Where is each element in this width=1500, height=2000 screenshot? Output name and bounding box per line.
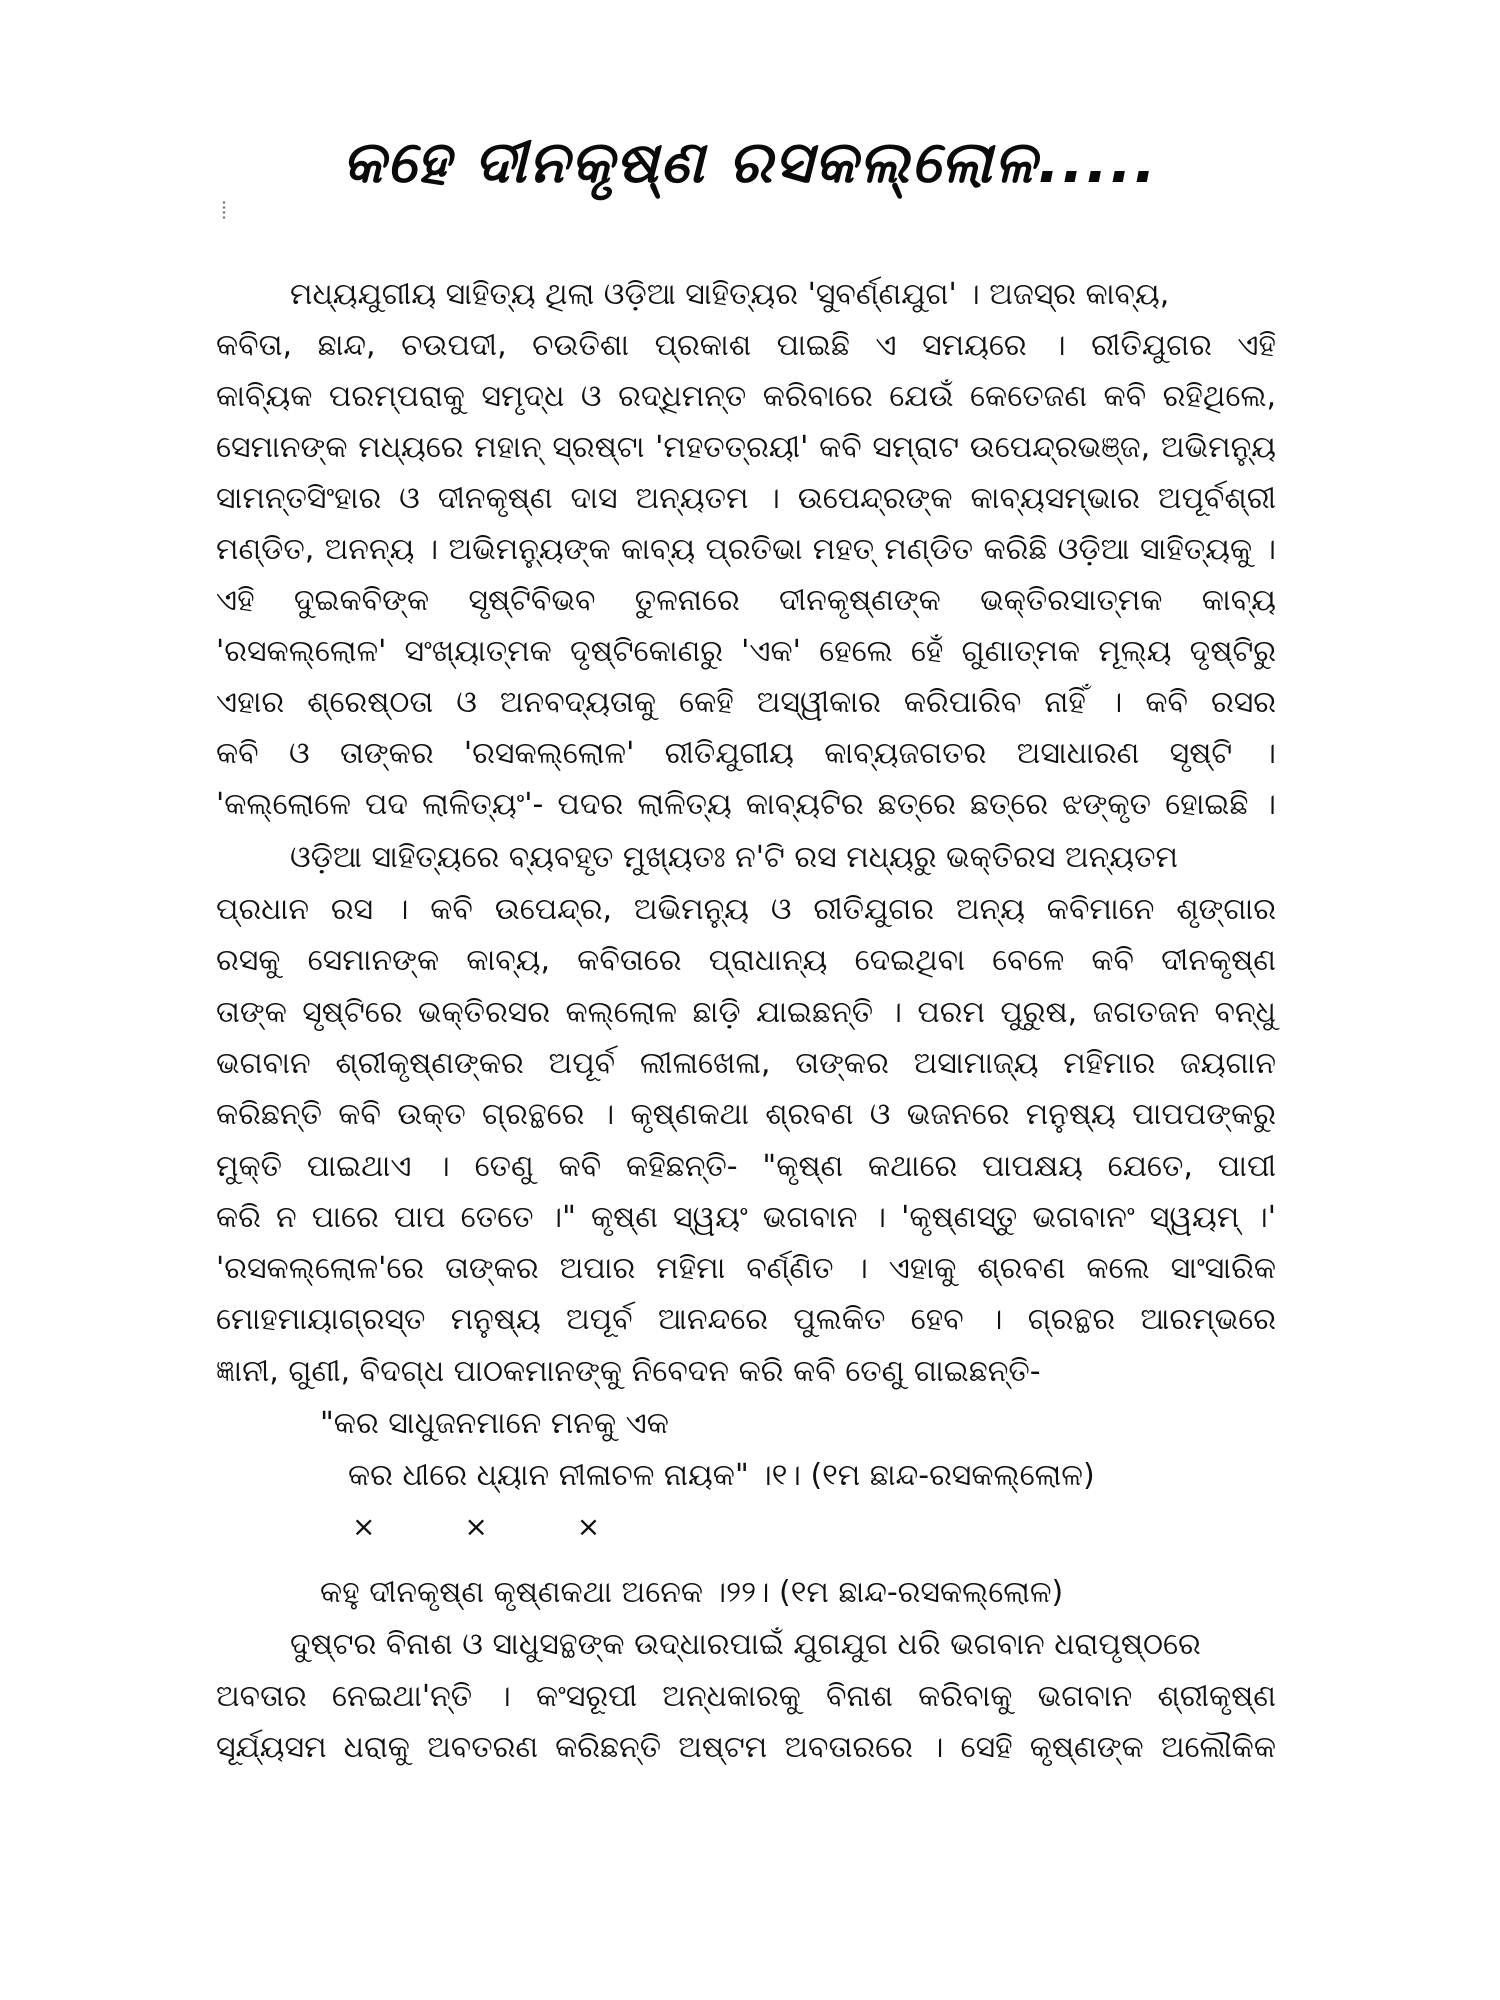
paragraph-line: ରସକୁ ସେମାନଙ୍କ କାବ୍ୟ, କବିତାରେ ପ୍ରାଧାନ୍ୟ ଦେଇଥିବା ବେଳେ କବି ଦୀନକୃଷ୍ଣ (216, 943, 1276, 978)
paragraph-line: ମୁକ୍ତି ପାଇଥାଏ । ତେଣୁ କବି କହିଛନ୍ତି- "କୃଷ୍ଣ କଥାରେ ପାପକ୍ଷୟ ଯେତେ, ପାପୀ (216, 1149, 1276, 1184)
paragraph-line: ଦୁଷ୍ଟର ବିନାଶ ଓ ସାଧୁସନ୍ଥଙ୍କ ଉଦ୍ଧାରପାଇଁ ଯୁଗଯୁଗ ଧରି ଭଗବାନ ଧରାପୃଷ୍ଠରେ (290, 1627, 1201, 1662)
paragraph-line: ଏହି ଦୁଇକବିଙ୍କ ସୃଷ୍ଟିବିଭବ ତୁଳନାରେ ଦୀନକୃଷ୍ଣଙ୍କ ଭକ୍ତିରସାତ୍ମକ କାବ୍ୟ (216, 583, 1276, 618)
verse-line: କହୁ ଦୀନକୃଷ୍ଣ କୃଷ୍ଣକଥା ଅନେକ ।୨୨। (୧ମ ଛାନ୍ଦ-ରସକଲ୍ଲୋଳ) (320, 1575, 1064, 1610)
paragraph-line: କରି ନ ପାରେ ପାପ ତେତେ ।" କୃଷ୍ଣ ସ୍ୱୟଂ ଭଗବାନ । 'କୃଷ୍ଣସ୍ତୁ ଭଗବାନଂ ସ୍ୱୟମ୍ ।' (216, 1200, 1276, 1235)
paragraph-line: କରିଛନ୍ତି କବି ଉକ୍ତ ଗ୍ରନ୍ଥରେ । କୃଷ୍ଣକଥା ଶ୍ରବଣ ଓ ଭଜନରେ ମନୁଷ୍ୟ ପାପପଙ୍କରୁ (216, 1097, 1276, 1132)
paragraph-line: ସୂର୍ଯ୍ୟସମ ଧରାକୁ ଅବତରଣ କରିଛନ୍ତି ଅଷ୍ଟମ ଅବତାରରେ । ସେହି କୃଷ୍ଣଙ୍କ ଅଲୌକିକ (216, 1730, 1276, 1765)
paragraph-line: 'ରସକଲ୍ଲୋଳ'ରେ ତାଙ୍କର ଅପାର ମହିମା ବର୍ଣ୍ଣିତ । ଏହାକୁ ଶ୍ରବଣ କଲେ ସାଂସାରିକ (216, 1251, 1276, 1286)
paragraph-line: କବି ଓ ତାଙ୍କର 'ରସକଲ୍ଲୋଳ' ରୀତିଯୁଗୀୟ କାବ୍ୟଜଗତର ଅସାଧାରଣ ସୃଷ୍ଟି । (216, 736, 1276, 771)
paragraph-line: କବିତା, ଛାନ୍ଦ, ଚଉପଦୀ, ଚଉତିଶା ପ୍ରକାଶ ପାଇଛି ଏ ସମୟରେ । ରୀତିଯୁଗର ଏହି (216, 328, 1276, 363)
paragraph-line: 'ରସକଲ୍ଲୋଳ' ସଂଖ୍ୟାତ୍ମକ ଦୃଷ୍ଟିକୋଣରୁ 'ଏକ' ହେଲେ ହେଁ ଗୁଣାତ୍ମକ ମୂଲ୍ୟ ଦୃଷ୍ଟିରୁ (216, 634, 1276, 669)
paragraph-line: ଅବତାର ନେଇଥା'ନ୍ତି । କଂସରୂପୀ ଅନ୍ଧକାରକୁ ବିନାଶ କରିବାକୁ ଭଗବାନ ଶ୍ରୀକୃଷ୍ଣ (216, 1679, 1276, 1714)
verse-line: କର ଧୀରେ ଧ୍ୟାନ ନୀଳାଚଳ ନାୟକ" ।୧। (୧ମ ଛାନ୍ଦ-ରସକଲ୍ଲୋଳ) (348, 1458, 1095, 1493)
paragraph-line: ସାମନ୍ତସିଂହାର ଓ ଦୀନକୃଷ୍ଣ ଦାସ ଅନ୍ୟତମ । ଉପେନ୍ଦ୍ରଙ୍କ କାବ୍ୟସମ୍ଭାର ଅପୂର୍ବଶ୍ରୀ (216, 481, 1276, 516)
paragraph-line: 'କଲ୍ଲୋଳେ ପଦ ଲାଳିତ୍ୟଂ'- ପଦର ଲାଳିତ୍ୟ କାବ୍ୟଟିର ଛତ୍ରେ ଛତ୍ରେ ଝଙ୍କୃତ ହୋଇଛି । (216, 787, 1276, 822)
paragraph-line: ମୋହମାୟାଗ୍ରସ୍ତ ମନୁଷ୍ୟ ଅପୂର୍ବ ଆନନ୍ଦରେ ପୁଲକିତ ହେବ । ଗ୍ରନ୍ଥର ଆରମ୍ଭରେ (216, 1302, 1276, 1337)
paragraph-line: ସେମାନଙ୍କ ମଧ୍ୟରେ ମହାନ୍ ସ୍ରଷ୍ଟା 'ମହତତ୍ରୟୀ' କବି ସମ୍ରାଟ ଉପେନ୍ଦ୍ରଭଞ୍ଜ, ଅଭିମନ୍ୟୁ (216, 430, 1276, 465)
paragraph-line: ପ୍ରଧାନ ରସ । କବି ଉପେନ୍ଦ୍ର, ଅଭିମନ୍ୟୁ ଓ ରୀତିଯୁଗର ଅନ୍ୟ କବିମାନେ ଶୃଙ୍ଗାର (216, 892, 1276, 927)
paragraph-line: ଓଡ଼ିଆ ସାହିତ୍ୟରେ ବ୍ୟବହୃତ ମୁଖ୍ୟତଃ ନ'ଟି ରସ ମଧ୍ୟରୁ ଭକ୍ତିରସ ଅନ୍ୟତମ (290, 840, 1178, 875)
paragraph-line: ଜ୍ଞାନୀ, ଗୁଣୀ, ବିଦଗ୍ଧ ପାଠକମାନଙ୍କୁ ନିବେଦନ କରି କବି ତେଣୁ ଗାଇଛନ୍ତି- (216, 1354, 1041, 1389)
paragraph-line: ମଣ୍ଡିତ, ଅନନ୍ୟ । ଅଭିମନ୍ୟୁଙ୍କ କାବ୍ୟ ପ୍ରତିଭା ମହତ୍ ମଣ୍ଡିତ କରିଛି ଓଡ଼ିଆ ସାହିତ୍ୟକୁ । (216, 532, 1276, 567)
omission-marks: × × × (352, 1510, 641, 1543)
paragraph-line: କାବ୍ୟିକ ପରମ୍ପରାକୁ ସମୃଦ୍ଧ ଓ ରଦ୍ଧିମନ୍ତ କରିବାରେ ଯେଉଁ କେତେଜଣ କବି ରହିଥିଲେ, (216, 379, 1276, 414)
paragraph-line: ତାଙ୍କ ସୃଷ୍ଟିରେ ଭକ୍ତିରସର କଲ୍ଲୋଳ ଛାଡ଼ି ଯାଇଛନ୍ତି । ପରମ ପୁରୁଷ, ଜଗତଜନ ବନ୍ଧୁ (216, 995, 1276, 1030)
paragraph-line: ଭଗବାନ ଶ୍ରୀକୃଷ୍ଣଙ୍କର ଅପୂର୍ବ ଲୀଳାଖେଳା, ତାଙ୍କର ଅସାମାଜ୍ୟ ମହିମାର ଜୟଗାନ (216, 1046, 1276, 1081)
paragraph-line: ଏହାର ଶ୍ରେଷ୍ଠତା ଓ ଅନବଦ୍ୟତାକୁ କେହି ଅସ୍ୱୀକାର କରିପାରିବ ନାହିଁ । କବି ରସର (216, 685, 1276, 720)
page-title: କହେ ଦୀନକୃଷ୍ଣ ରସକଲ୍ଲୋଳ..... (342, 128, 1158, 196)
verse-line: "କର ସାଧୁଜନମାନେ ମନକୁ ଏକ (320, 1406, 669, 1441)
paragraph-line: ମଧ୍ୟଯୁଗୀୟ ସାହିତ୍ୟ ଥିଲା ଓଡ଼ିଆ ସାହିତ୍ୟର 'ସୁବର୍ଣ୍ଣଯୁଗ' । ଅଜସ୍ର କାବ୍ୟ, (290, 277, 1170, 312)
